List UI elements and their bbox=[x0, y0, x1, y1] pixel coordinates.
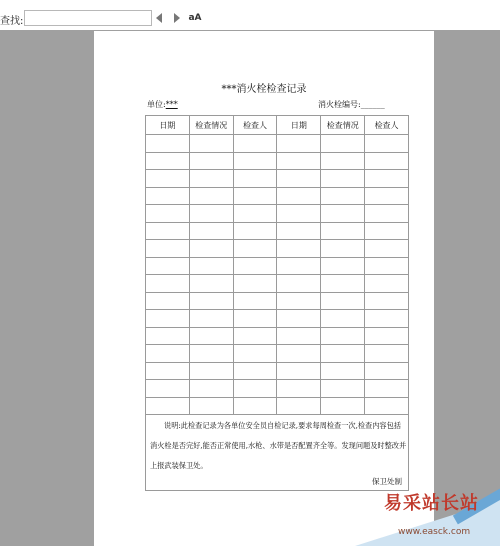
table-cell bbox=[277, 327, 321, 345]
table-row bbox=[146, 152, 409, 170]
table-cell bbox=[365, 205, 409, 223]
table-cell bbox=[321, 310, 365, 328]
table-cell bbox=[277, 310, 321, 328]
table-cell bbox=[365, 187, 409, 205]
table-cell bbox=[277, 135, 321, 153]
table-cell bbox=[365, 275, 409, 293]
table-cell bbox=[321, 380, 365, 398]
find-next-button[interactable] bbox=[168, 9, 186, 27]
note-box bbox=[145, 406, 409, 491]
table-cell bbox=[365, 310, 409, 328]
table-cell bbox=[189, 222, 233, 240]
table-cell bbox=[277, 170, 321, 188]
table-cell bbox=[189, 345, 233, 363]
table-row bbox=[146, 345, 409, 363]
hydrant-number-label: 消火栓编号: bbox=[318, 100, 361, 109]
table-cell bbox=[146, 187, 190, 205]
table-cell bbox=[233, 275, 277, 293]
table-row bbox=[146, 275, 409, 293]
table-row bbox=[146, 327, 409, 345]
table-cell bbox=[277, 205, 321, 223]
table-cell bbox=[321, 170, 365, 188]
table-row bbox=[146, 222, 409, 240]
col-header-date-2: 日期 bbox=[277, 116, 321, 135]
table-cell bbox=[233, 292, 277, 310]
table-cell bbox=[365, 135, 409, 153]
table-cell bbox=[277, 380, 321, 398]
table-cell bbox=[321, 275, 365, 293]
table-row bbox=[146, 240, 409, 258]
table-cell bbox=[146, 327, 190, 345]
table-cell bbox=[233, 205, 277, 223]
table-cell bbox=[277, 292, 321, 310]
note-text: 说明:此检查记录为各单位安全员自检记录,要求每周检查一次,检查内容包括消火栓是否完好,能否正常使用,水枪、水带是否配置齐全等。发现问题及时整改并上报武装保卫处。 bbox=[150, 421, 407, 470]
table-cell bbox=[365, 327, 409, 345]
table-cell bbox=[365, 345, 409, 363]
table-cell bbox=[277, 222, 321, 240]
col-header-date: 日期 bbox=[146, 116, 190, 135]
table-cell bbox=[233, 310, 277, 328]
table-cell bbox=[277, 187, 321, 205]
table-cell bbox=[321, 152, 365, 170]
hydrant-number-field bbox=[318, 99, 385, 110]
table-cell bbox=[189, 310, 233, 328]
col-header-inspector: 检查人 bbox=[233, 116, 277, 135]
table-cell bbox=[146, 292, 190, 310]
table-cell bbox=[146, 205, 190, 223]
table-row bbox=[146, 292, 409, 310]
table-cell bbox=[277, 345, 321, 363]
table-cell bbox=[189, 187, 233, 205]
table-cell bbox=[233, 187, 277, 205]
table-cell bbox=[189, 135, 233, 153]
signature: 保卫处制 bbox=[372, 477, 402, 486]
table-cell bbox=[233, 362, 277, 380]
hydrant-number-value: ______ bbox=[360, 100, 385, 109]
table-cell bbox=[277, 152, 321, 170]
table-cell bbox=[189, 240, 233, 258]
col-header-inspector-2: 检查人 bbox=[365, 116, 409, 135]
document-title: ***消火栓检查记录 bbox=[221, 84, 307, 95]
table-cell bbox=[365, 380, 409, 398]
table-cell bbox=[233, 152, 277, 170]
table-cell bbox=[365, 362, 409, 380]
table-cell bbox=[189, 152, 233, 170]
find-previous-button[interactable] bbox=[150, 9, 168, 27]
table-cell bbox=[321, 292, 365, 310]
table-cell bbox=[146, 310, 190, 328]
table-row bbox=[146, 362, 409, 380]
table-cell bbox=[233, 380, 277, 398]
table-row bbox=[146, 310, 409, 328]
table-cell bbox=[189, 257, 233, 275]
table-cell bbox=[233, 135, 277, 153]
find-toolbar bbox=[0, 0, 500, 30]
table-cell bbox=[233, 170, 277, 188]
table-cell bbox=[189, 275, 233, 293]
table-cell bbox=[146, 362, 190, 380]
table-cell bbox=[146, 345, 190, 363]
table-cell bbox=[146, 380, 190, 398]
table-cell bbox=[277, 240, 321, 258]
table-cell bbox=[365, 170, 409, 188]
table-cell bbox=[189, 362, 233, 380]
table-cell bbox=[277, 275, 321, 293]
table-cell bbox=[277, 362, 321, 380]
watermark-url: www.easck.com bbox=[398, 527, 471, 537]
table-cell bbox=[365, 292, 409, 310]
table-cell bbox=[233, 327, 277, 345]
table-cell bbox=[189, 205, 233, 223]
table-cell bbox=[146, 275, 190, 293]
table-cell bbox=[321, 257, 365, 275]
unit-label: 单位: bbox=[147, 100, 166, 109]
table-cell bbox=[189, 170, 233, 188]
match-case-icon: aA bbox=[188, 13, 202, 23]
table-row bbox=[146, 187, 409, 205]
table-cell bbox=[321, 240, 365, 258]
table-row bbox=[146, 170, 409, 188]
unit-field bbox=[147, 99, 178, 110]
arrow-left-icon bbox=[156, 13, 162, 23]
find-input[interactable] bbox=[24, 10, 152, 26]
table-cell bbox=[189, 292, 233, 310]
table-cell bbox=[189, 327, 233, 345]
table-cell bbox=[321, 135, 365, 153]
table-cell bbox=[365, 257, 409, 275]
table-row bbox=[146, 135, 409, 153]
match-case-button[interactable] bbox=[186, 9, 204, 27]
watermark-logo: 易采站长站 bbox=[384, 493, 479, 514]
arrow-right-icon bbox=[174, 13, 180, 23]
find-label: 查找: bbox=[0, 16, 24, 27]
table-cell bbox=[321, 345, 365, 363]
table-cell bbox=[233, 222, 277, 240]
table-cell bbox=[365, 240, 409, 258]
table-cell bbox=[233, 240, 277, 258]
table-row bbox=[146, 380, 409, 398]
table-row bbox=[146, 205, 409, 223]
table-cell bbox=[146, 257, 190, 275]
table-body bbox=[146, 135, 409, 415]
col-header-status: 检查情况 bbox=[189, 116, 233, 135]
table-cell bbox=[365, 152, 409, 170]
table-row bbox=[146, 257, 409, 275]
table-cell bbox=[233, 345, 277, 363]
table-cell bbox=[321, 362, 365, 380]
inspection-table bbox=[145, 115, 409, 415]
table-cell bbox=[146, 240, 190, 258]
table-cell bbox=[321, 327, 365, 345]
table-cell bbox=[146, 222, 190, 240]
table-cell bbox=[277, 257, 321, 275]
table-header-row bbox=[146, 116, 409, 135]
table-cell bbox=[146, 170, 190, 188]
col-header-status-2: 检查情况 bbox=[321, 116, 365, 135]
table-cell bbox=[365, 222, 409, 240]
document-page bbox=[94, 31, 434, 546]
unit-value: *** bbox=[165, 100, 178, 109]
table-cell bbox=[233, 257, 277, 275]
table-cell bbox=[321, 187, 365, 205]
table-cell bbox=[189, 380, 233, 398]
table-cell bbox=[321, 205, 365, 223]
table-cell bbox=[146, 135, 190, 153]
table-cell bbox=[146, 152, 190, 170]
table-cell bbox=[321, 222, 365, 240]
